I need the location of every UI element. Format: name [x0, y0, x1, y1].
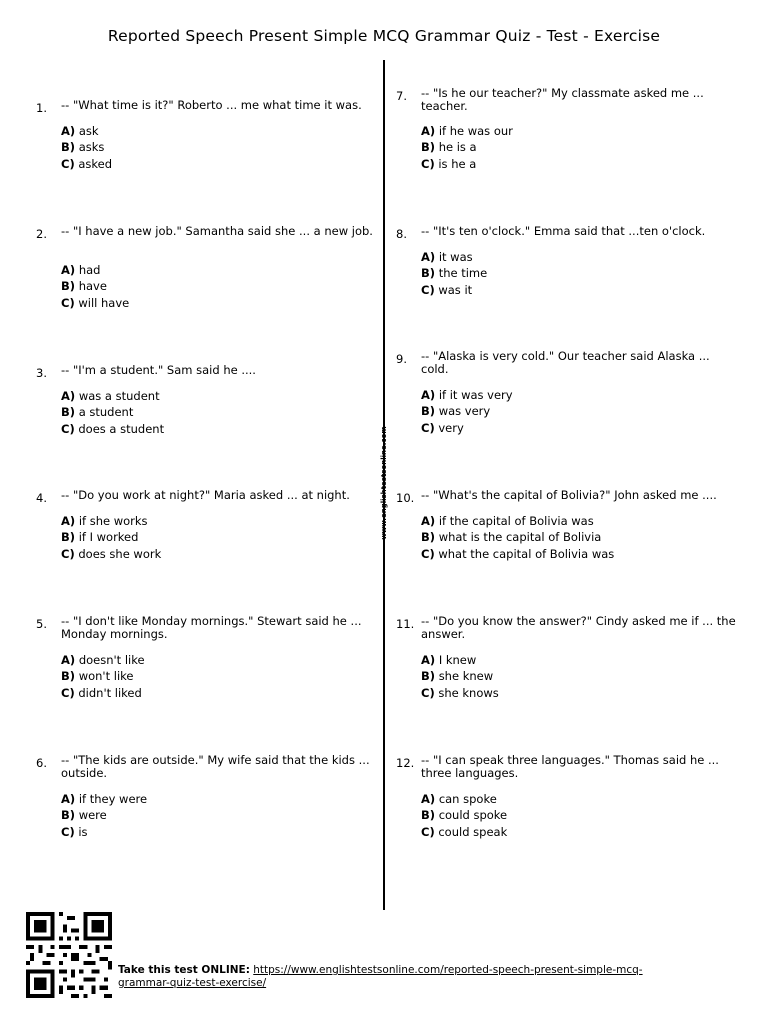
- answer-option[interactable]: B) what is the capital of Bolivia: [421, 530, 602, 545]
- answer-options: [61, 652, 145, 701]
- footer: [118, 964, 678, 990]
- answer-option[interactable]: A) had: [61, 263, 101, 277]
- question-prompt: -- "The kids are outside." My wife said that the kids ... outside.: [61, 753, 370, 780]
- question-prompt: -- "Alaska is very cold." Our teacher said Alaska ... cold.: [421, 349, 710, 376]
- answer-options: [61, 123, 112, 172]
- answer-options: [61, 388, 164, 437]
- answer-option[interactable]: C) will have: [61, 295, 130, 310]
- answer-option[interactable]: C) is: [61, 824, 88, 839]
- question-number: 3.: [36, 366, 47, 380]
- answer-options: [61, 791, 147, 840]
- answer-options: [61, 262, 129, 311]
- question-number: 8.: [396, 227, 407, 241]
- question-prompt: -- "I don't like Monday mornings." Stewart said he ... Monday mornings.: [61, 614, 362, 641]
- question-prompt: -- "Is he our teacher?" My classmate asked me ... teacher.: [421, 86, 704, 113]
- answer-option[interactable]: C) does she work: [61, 546, 162, 561]
- answer-option[interactable]: A) if she works: [61, 514, 148, 528]
- answer-option[interactable]: A) it was: [421, 250, 473, 264]
- question-number: 12.: [396, 756, 415, 770]
- answer-option[interactable]: C) what the capital of Bolivia was: [421, 546, 615, 561]
- question-prompt: -- "I can speak three languages." Thomas said he ... three languages.: [421, 753, 719, 780]
- answer-option[interactable]: B) could spoke: [421, 808, 508, 823]
- answer-option[interactable]: C) she knows: [421, 685, 499, 700]
- answer-option[interactable]: B) asks: [61, 140, 105, 155]
- answer-option[interactable]: A) doesn't like: [61, 653, 145, 667]
- answer-option[interactable]: B) she knew: [421, 669, 494, 684]
- answer-options: [421, 652, 499, 701]
- answer-option[interactable]: B) the time: [421, 266, 488, 281]
- answer-options: [421, 513, 614, 562]
- answer-option[interactable]: A) can spoke: [421, 792, 497, 806]
- answer-options: [61, 513, 161, 562]
- answer-options: [421, 249, 487, 298]
- answer-option[interactable]: C) very: [421, 420, 464, 435]
- answer-option[interactable]: C) asked: [61, 156, 113, 171]
- question-prompt: -- "Do you work at night?" Maria asked ... at night.: [61, 488, 350, 502]
- question-prompt: -- "What time is it?" Roberto ... me what time it was.: [61, 98, 362, 112]
- page-title: Reported Speech Present Simple MCQ Grammar Quiz - Test - Exercise: [107, 27, 661, 45]
- answer-option[interactable]: B) were: [61, 808, 107, 823]
- question-prompt: -- "Do you know the answer?" Cindy asked me if ... the answer.: [421, 614, 736, 641]
- question-number: 11.: [396, 617, 415, 631]
- question-number: 1.: [36, 101, 47, 115]
- question-number: 5.: [36, 617, 47, 631]
- question-prompt: -- "What's the capital of Bolivia?" John asked me ....: [421, 488, 717, 502]
- answer-option[interactable]: C) does a student: [61, 421, 165, 436]
- answer-option[interactable]: B) he is a: [421, 140, 477, 155]
- footer-link[interactable]: https://www.englishtestsonline.com/reported-speech-present-simple-mcq-grammar-quiz-test-exercise/: [118, 964, 643, 989]
- question-prompt: -- "I have a new job." Samantha said she ... a new job.: [61, 224, 373, 238]
- answer-option[interactable]: A) if the capital of Bolivia was: [421, 514, 594, 528]
- question-prompt: -- "I'm a student." Sam said he ....: [61, 363, 256, 377]
- answer-option[interactable]: B) if I worked: [61, 530, 139, 545]
- question-number: 4.: [36, 491, 47, 505]
- answer-option[interactable]: B) was very: [421, 404, 491, 419]
- answer-option[interactable]: A) if it was very: [421, 388, 513, 402]
- answer-option[interactable]: C) is he a: [421, 156, 477, 171]
- question-number: 9.: [396, 352, 407, 366]
- answer-option[interactable]: B) won't like: [61, 669, 134, 684]
- answer-option[interactable]: C) could speak: [421, 824, 508, 839]
- answer-option[interactable]: A) if he was our: [421, 124, 513, 138]
- question-number: 10.: [396, 491, 415, 505]
- qr-code-icon[interactable]: [24, 912, 114, 998]
- answer-option[interactable]: A) ask: [61, 124, 99, 138]
- answer-option[interactable]: B) a student: [61, 405, 134, 420]
- answer-options: [421, 791, 507, 840]
- question-number: 2.: [36, 227, 47, 241]
- question-prompt: -- "It's ten o'clock." Emma said that ...ten o'clock.: [421, 224, 706, 238]
- question-number: 6.: [36, 756, 47, 770]
- answer-option[interactable]: A) I knew: [421, 653, 477, 667]
- answer-options: [421, 123, 513, 172]
- answer-option[interactable]: C) was it: [421, 282, 473, 297]
- answer-option[interactable]: A) was a student: [61, 389, 160, 403]
- answer-option[interactable]: A) if they were: [61, 792, 148, 806]
- question-number: 7.: [396, 89, 407, 103]
- side-url: www.englishtestsonline.com: [380, 426, 388, 540]
- answer-option[interactable]: B) have: [61, 279, 107, 294]
- footer-label: Take this test ONLINE:: [118, 964, 250, 976]
- answer-option[interactable]: C) didn't liked: [61, 685, 142, 700]
- answer-options: [421, 387, 513, 436]
